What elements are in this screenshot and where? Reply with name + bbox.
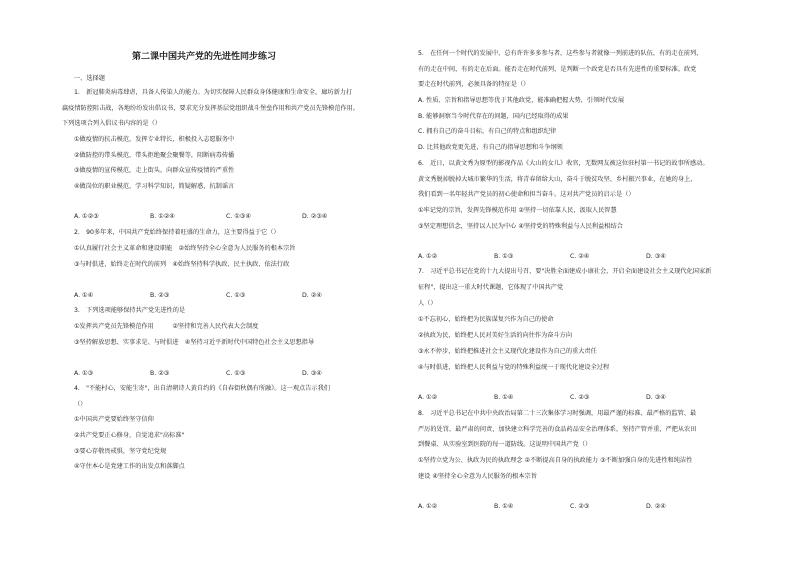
q3-option-a[interactable]: A. ①③ bbox=[74, 370, 94, 377]
q1-option-b[interactable]: B. ①②④ bbox=[150, 213, 175, 220]
q2-option-b[interactable]: B. ②③ bbox=[150, 292, 170, 299]
q6-option-c[interactable]: C. ②④ bbox=[570, 253, 590, 260]
q1-item: ②做防控的带头模范，带头拒绝聚会聚餐等，阻断病毒传播 bbox=[74, 152, 235, 159]
q5-stem-line: 有的走在中间，有的走在后面。能否走在时代前列，是判断一个政党是否具有先进性的重要标准。政党 bbox=[418, 66, 697, 73]
q7-stem-line: 征程"，提出这一重大时代课题，它体现了中国共产党 bbox=[418, 284, 564, 291]
q2-option-d[interactable]: D. ②④ bbox=[302, 292, 322, 299]
q6-item: ①牢记党的宗旨，发挥先锋模范作用 ②坚持一切依靠人民，汲取人民智慧 bbox=[418, 207, 617, 214]
q3-option-d[interactable]: D. ③④ bbox=[302, 370, 322, 377]
q3-stem-line: 3. 下列选项能够保持共产党先进性的是 bbox=[74, 307, 186, 314]
section-heading: 一、选择题 bbox=[74, 75, 105, 82]
q4-stem-line: 4. "不能村心，安能生寄"，出自清朝诗人黄自约的《自春街秋偶有所融》。这一观点告示我们 bbox=[74, 385, 330, 392]
q8-option-a[interactable]: A. ①② bbox=[418, 503, 438, 510]
q7-option-b[interactable]: B. ①④ bbox=[494, 394, 514, 401]
q7-item: ③永不停步，始终把推进社会主义现代化建设作为自己的重大责任 bbox=[418, 348, 597, 355]
q2-item: ①认真履行社会主义革命和建设职能 ②始终坚持全心全意为人民服务的根本宗旨 bbox=[74, 245, 296, 252]
q5-stem-line: 要走在时代前列，必须具备的特征是（） bbox=[418, 81, 530, 88]
document-title: 第二课中国共产党的先进性同步练习 bbox=[132, 52, 277, 62]
q5-option-a[interactable]: A. 性质、宗旨和指导思想等优于其他政党，能准确把握大势，引领时代发展 bbox=[418, 97, 625, 104]
q4-stem-line: （） bbox=[74, 401, 87, 408]
q5-option-b[interactable]: B. 能够洞察当今时代存在的问题，国内已经取得的成果 bbox=[418, 113, 569, 120]
q6-option-d[interactable]: D. ③④ bbox=[646, 253, 666, 260]
q1-item: ①做疫情的抗击模范，发挥专业特长，积极投入志愿服务中 bbox=[74, 136, 235, 143]
q3-item: ①发挥共产党员先锋模范作用 ②坚持和完善人民代表大会制度 bbox=[74, 323, 259, 330]
q3-option-b[interactable]: B. ②③ bbox=[150, 370, 170, 377]
q1-stem-line: 1. 新冠肺炎病毒肆虐，具备人传染人的能力。为切实保障人民群众身体健康和生命安全，廊坊新力打 bbox=[74, 89, 353, 96]
q8-option-b[interactable]: B. ①④ bbox=[494, 503, 514, 510]
q7-item: ④与时俱进，始终把人民利益与党的特殊利益统一于现代化建设全过程 bbox=[418, 364, 610, 371]
q8-option-d[interactable]: D. ②④ bbox=[646, 503, 666, 510]
q6-stem-line: 我们看到一名年轻共产党员的初心使命和担当奋斗。这对共产党员的启示是（） bbox=[418, 191, 635, 198]
q1-item: ③做疫情的宣传模范，走上街头，向群众宣传疫情的严重性 bbox=[74, 167, 235, 174]
q7-option-d[interactable]: D. ③④ bbox=[646, 394, 666, 401]
q1-option-a[interactable]: A. ①②③ bbox=[74, 213, 99, 220]
q4-item: ②共产党要正心修身，自觉追求"高标准" bbox=[74, 432, 185, 439]
q4-item: ④守住本心是党建工作的出发点和落脚点 bbox=[74, 463, 185, 470]
q5-option-c[interactable]: C. 拥有自己的奋斗目标，有自己的特点和组织纪律 bbox=[418, 128, 557, 135]
q6-option-a[interactable]: A. ①② bbox=[418, 253, 438, 260]
q8-option-c[interactable]: C. ②③ bbox=[570, 503, 590, 510]
q7-stem-line: 人（） bbox=[418, 300, 437, 307]
q2-option-a[interactable]: A. ①④ bbox=[74, 292, 94, 299]
q1-option-c[interactable]: C. ①③④ bbox=[226, 213, 251, 220]
q7-item: ①不忘初心，始终把为民族谋复兴作为自己的使命 bbox=[418, 316, 554, 323]
q8-stem-line: 严厉的处罚、最严肃的问责，加快建立科学完善的食品药品安全治理体系，坚持产管并重，严把从农田 bbox=[418, 426, 697, 433]
q3-item: ③坚持解放思想、实事求是、与时俱进 ④坚持习近平新时代中国特色社会主义思想指导 bbox=[74, 339, 315, 346]
q7-item: ②执政为民，始终把人民对美好生活的向往作为奋斗方向 bbox=[418, 332, 573, 339]
q2-stem-line: 2. 90多年来，中国共产党始终保持着旺盛的生命力，这主要得益于它（） bbox=[74, 229, 280, 236]
q1-option-d[interactable]: D. ②③④ bbox=[302, 213, 328, 220]
q6-item: ③坚定理想信念，坚持以人民为中心 ④坚持党的特殊利益与人民利益相结合 bbox=[418, 223, 623, 230]
q4-item: ①中国共产党要始终坚守信仰 bbox=[74, 416, 154, 423]
q1-stem-line: 赢疫情防控阻击战，各地纷纷发出倡议书，要求充分发挥基层党组织战斗堡垒作用和共产党员先锋模范作用。 bbox=[62, 105, 359, 112]
q1-item: ④做岗位的职业模范，学习科学知识，简疑解惑，抗制谣言 bbox=[74, 183, 235, 190]
q8-stem-line: 到餐桌、从实验室到医院的每一道防线。这说明中国共产党（） bbox=[418, 441, 592, 448]
q7-option-a[interactable]: A. ①② bbox=[418, 394, 438, 401]
q8-item: ①坚持立党为公、执政为民的执政理念 ②不断提高自身的执政能力 ③不断加强自身的先进性和纯洁性 bbox=[418, 457, 693, 464]
q4-item: ③要心存敬畏戒惧，坚守党纪党规 bbox=[74, 448, 167, 455]
q7-stem-line: 7. 习近平总书记在党的十九大提出号召，要"决胜全面建成小康社会，开启全面建设社会主义现代化国家新 bbox=[418, 268, 712, 275]
q2-item: ③与时俱进，始终走在时代的前列 ④始终坚持科学执政、民主执政、依法行政 bbox=[74, 261, 290, 268]
q1-stem-line: 下列选项合列入倡议书内容的是（） bbox=[62, 120, 161, 127]
q7-option-c[interactable]: C. ②③ bbox=[570, 394, 590, 401]
q8-stem-line: 8. 习近平总书记在中共中央政治局第二十三次集体学习时强调，用最严谨的标准、最严格的监管、最 bbox=[418, 410, 697, 417]
q5-stem-line: 5. 在任何一个时代的发展中，总有许许多多参与者，这些参与者就像一列前进的队伍，有的走在前列， bbox=[418, 50, 703, 57]
q5-option-d[interactable]: D. 比其他政党更先进，有自己的指导思想和斗争纲领 bbox=[418, 144, 563, 151]
q8-item: 建设 ④坚持全心全意为人民服务的根本宗旨 bbox=[418, 473, 537, 480]
q3-option-c[interactable]: C. ①③ bbox=[226, 370, 246, 377]
q6-option-b[interactable]: B. ①③ bbox=[494, 253, 514, 260]
q2-option-c[interactable]: C. ①③ bbox=[226, 292, 246, 299]
q6-stem-line: 黄文秀脱掉脱掉大城市繁华的生活，将青春留给大山，奋斗于脱贫攻坚、乡村振兴事业，在她的身上， bbox=[418, 176, 697, 183]
q6-stem-line: 6. 近日，以黄文秀为原型的影视作品《大山的女儿》收官，无数网友被这位驻村第一书记的故事所感动。 bbox=[418, 160, 709, 167]
